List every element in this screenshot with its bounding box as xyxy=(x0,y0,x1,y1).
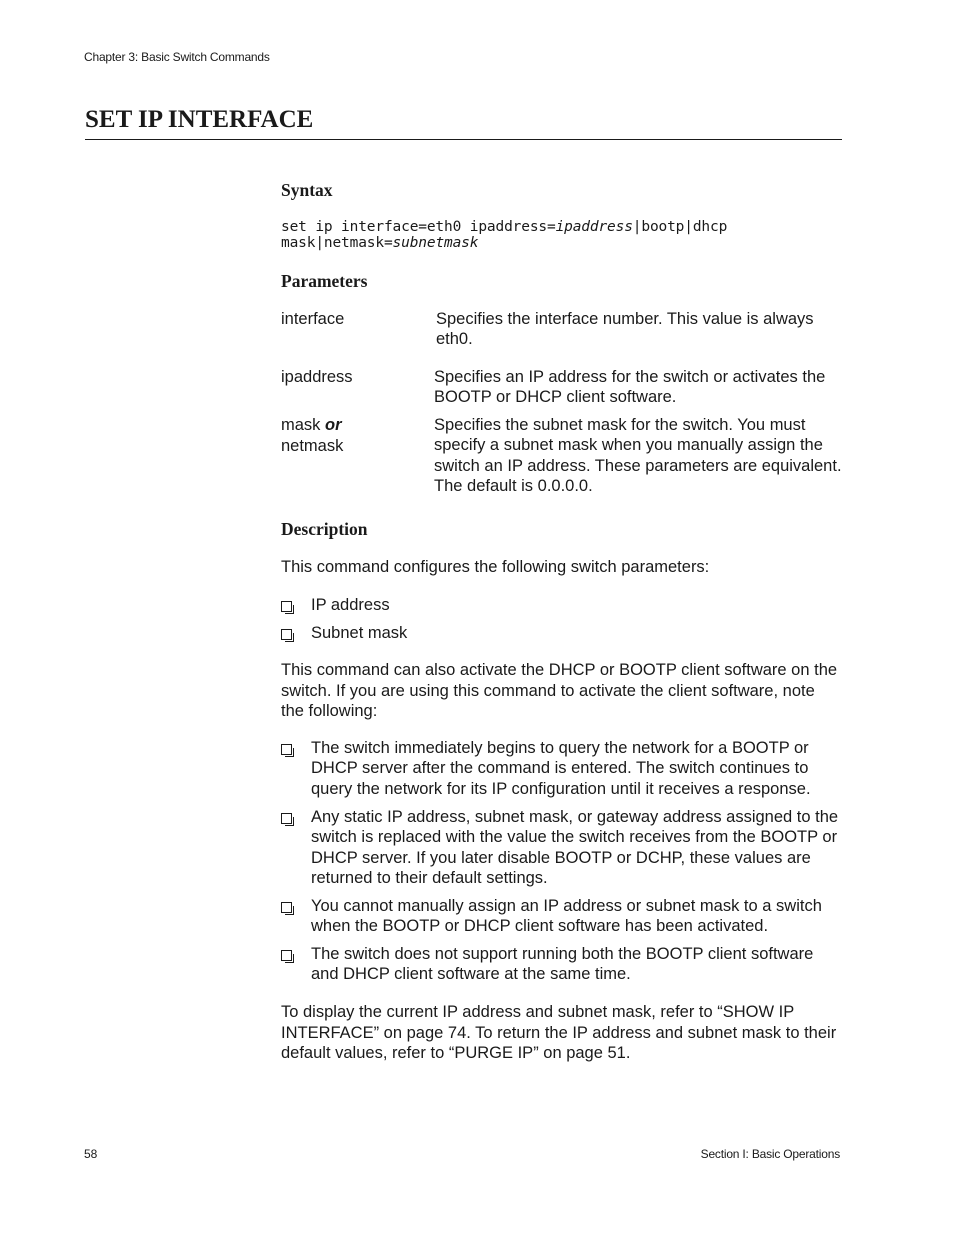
page-number: 58 xyxy=(84,1147,98,1161)
syntax-line1-b: ipaddress xyxy=(555,219,633,235)
param-name-or: or xyxy=(325,416,342,434)
syntax-line1-c: |bootp|dhcp xyxy=(632,219,728,235)
square-bullet-icon xyxy=(281,629,292,640)
list-item xyxy=(281,595,843,615)
list-item-text: The switch does not support running both the BOOTP client software and DHCP client software at the same time. xyxy=(311,945,814,984)
syntax-command xyxy=(281,219,727,251)
title-rule xyxy=(85,139,842,140)
list-item xyxy=(281,738,843,799)
list-item-text: IP address xyxy=(311,596,390,614)
page-title: SET IP INTERFACE xyxy=(85,106,314,133)
square-bullet-icon xyxy=(281,950,292,961)
param-name-mask-b: netmask xyxy=(281,437,344,455)
description-closing: To display the current IP address and subnet mask, refer to “SHOW IP INTERFACE” on page 74. To return the IP address and subnet mask to their default values, refer to “PURGE IP” on page 51. xyxy=(281,1003,837,1062)
syntax-heading: Syntax xyxy=(281,180,333,200)
square-bullet-icon xyxy=(281,744,292,755)
list-item xyxy=(281,807,843,888)
param-name-interface: interface xyxy=(281,310,345,328)
parameters-heading: Parameters xyxy=(281,271,368,291)
description-intro: This command configures the following switch parameters: xyxy=(281,558,710,576)
description-para2: This command can also activate the DHCP or BOOTP client software on the switch. If you are using this command to activate the client software, note the following: xyxy=(281,661,838,720)
square-bullet-icon xyxy=(281,601,292,612)
param-name-mask xyxy=(281,415,343,457)
list-item xyxy=(281,623,843,643)
syntax-line2-a: mask|netmask= xyxy=(281,235,393,251)
running-head: Chapter 3: Basic Switch Commands xyxy=(84,50,270,64)
list-item-text: Any static IP address, subnet mask, or gateway address assigned to the switch is replaced with the value the switch receives from the BOOTP or DHCP server. If you later disable BOOTP or DCHP, these values are returned to their default settings. xyxy=(311,808,839,887)
syntax-line1-a: set ip interface=eth0 ipaddress= xyxy=(281,219,556,235)
description-heading: Description xyxy=(281,519,368,539)
param-name-ipaddress: ipaddress xyxy=(281,368,353,386)
list-item xyxy=(281,896,843,937)
list-item-text: You cannot manually assign an IP address or subnet mask to a switch when the BOOTP or DHCP client software has been activated. xyxy=(311,897,822,936)
param-desc-mask: Specifies the subnet mask for the switch. You must specify a subnet mask when you manually assign the switch an IP address. These parameters are equivalent. The default is 0.0.0.0. xyxy=(434,416,842,495)
param-desc-ipaddress: Specifies an IP address for the switch or activates the BOOTP or DHCP client software. xyxy=(434,368,826,407)
list-item-text: Subnet mask xyxy=(311,624,408,642)
square-bullet-icon xyxy=(281,813,292,824)
syntax-line2-b: subnetmask xyxy=(392,235,479,251)
square-bullet-icon xyxy=(281,902,292,913)
param-desc-interface: Specifies the interface number. This value is always eth0. xyxy=(436,310,814,349)
footer-section: Section I: Basic Operations xyxy=(700,1147,840,1161)
param-name-mask-a: mask xyxy=(281,416,326,434)
list-item xyxy=(281,944,843,985)
list-item-text: The switch immediately begins to query the network for a BOOTP or DHCP server after the command is entered. The switch continues to query the network for its IP configuration until it receives a response. xyxy=(311,739,811,798)
